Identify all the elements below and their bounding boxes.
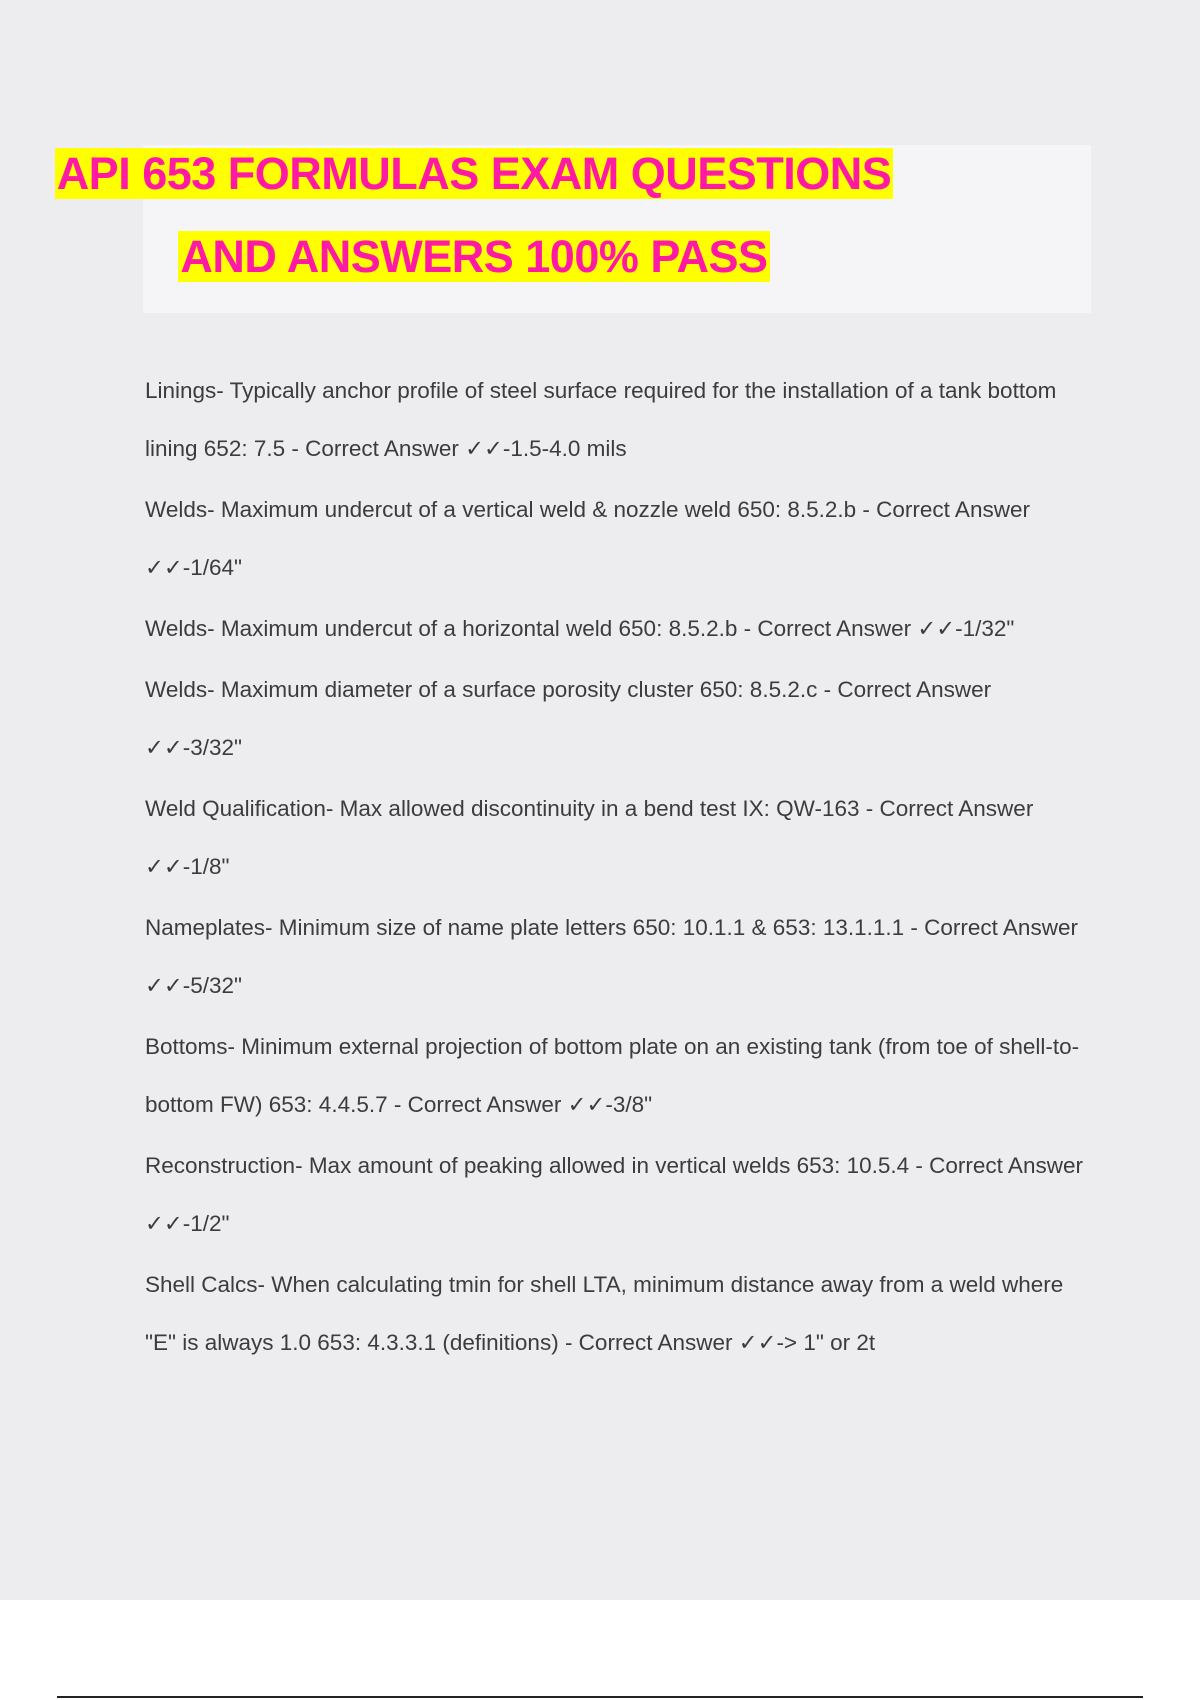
document-title-line-2 <box>0 228 948 286</box>
qa-entry-linings: Linings- Typically anchor profile of steel surface required for the installation of a tank bottom lining 652: 7.5 - Correct Answer ✓✓-1.5-4.0 mils <box>145 378 1057 461</box>
qa-entry-porosity-cluster: Welds- Maximum diameter of a surface porosity cluster 650: 8.5.2.c - Correct Answer ✓✓-3/32" <box>145 677 992 760</box>
page-divider <box>57 1696 1143 1698</box>
document-title-line-1 <box>0 145 948 203</box>
title-highlight-2: AND ANSWERS 100% PASS <box>180 231 768 282</box>
qa-entry-reconstruction: Reconstruction- Max amount of peaking allowed in vertical welds 653: 10.5.4 - Correct Answer ✓✓-1/2" <box>145 1153 1083 1236</box>
title-highlight-1: API 653 FORMULAS EXAM QUESTIONS <box>56 148 892 199</box>
qa-entry-bottoms: Bottoms- Minimum external projection of bottom plate on an existing tank (from toe of shell-to-bottom FW) 653: 4.4.5.7 - Correct Answer ✓✓-3/8" <box>145 1034 1080 1117</box>
qa-list <box>145 362 1090 1375</box>
qa-entry-nameplates: Nameplates- Minimum size of name plate letters 650: 10.1.1 & 653: 13.1.1.1 - Correct Answer ✓✓-5/32" <box>145 915 1078 998</box>
qa-entry-weld-qualification: Weld Qualification- Max allowed discontinuity in a bend test IX: QW-163 - Correct Answer ✓✓-1/8" <box>145 796 1034 879</box>
qa-entry-vertical-weld-undercut: Welds- Maximum undercut of a vertical weld & nozzle weld 650: 8.5.2.b - Correct Answer ✓✓-1/64" <box>145 497 1030 580</box>
qa-entry-horizontal-weld-undercut: Welds- Maximum undercut of a horizontal weld 650: 8.5.2.b - Correct Answer ✓✓-1/32" <box>145 616 1015 641</box>
qa-entry-shell-calcs: Shell Calcs- When calculating tmin for shell LTA, minimum distance away from a weld where "E" is always 1.0 653: 4.3.3.1 (definitions) - Correct Answer ✓✓-> 1" or 2t <box>145 1272 1064 1355</box>
